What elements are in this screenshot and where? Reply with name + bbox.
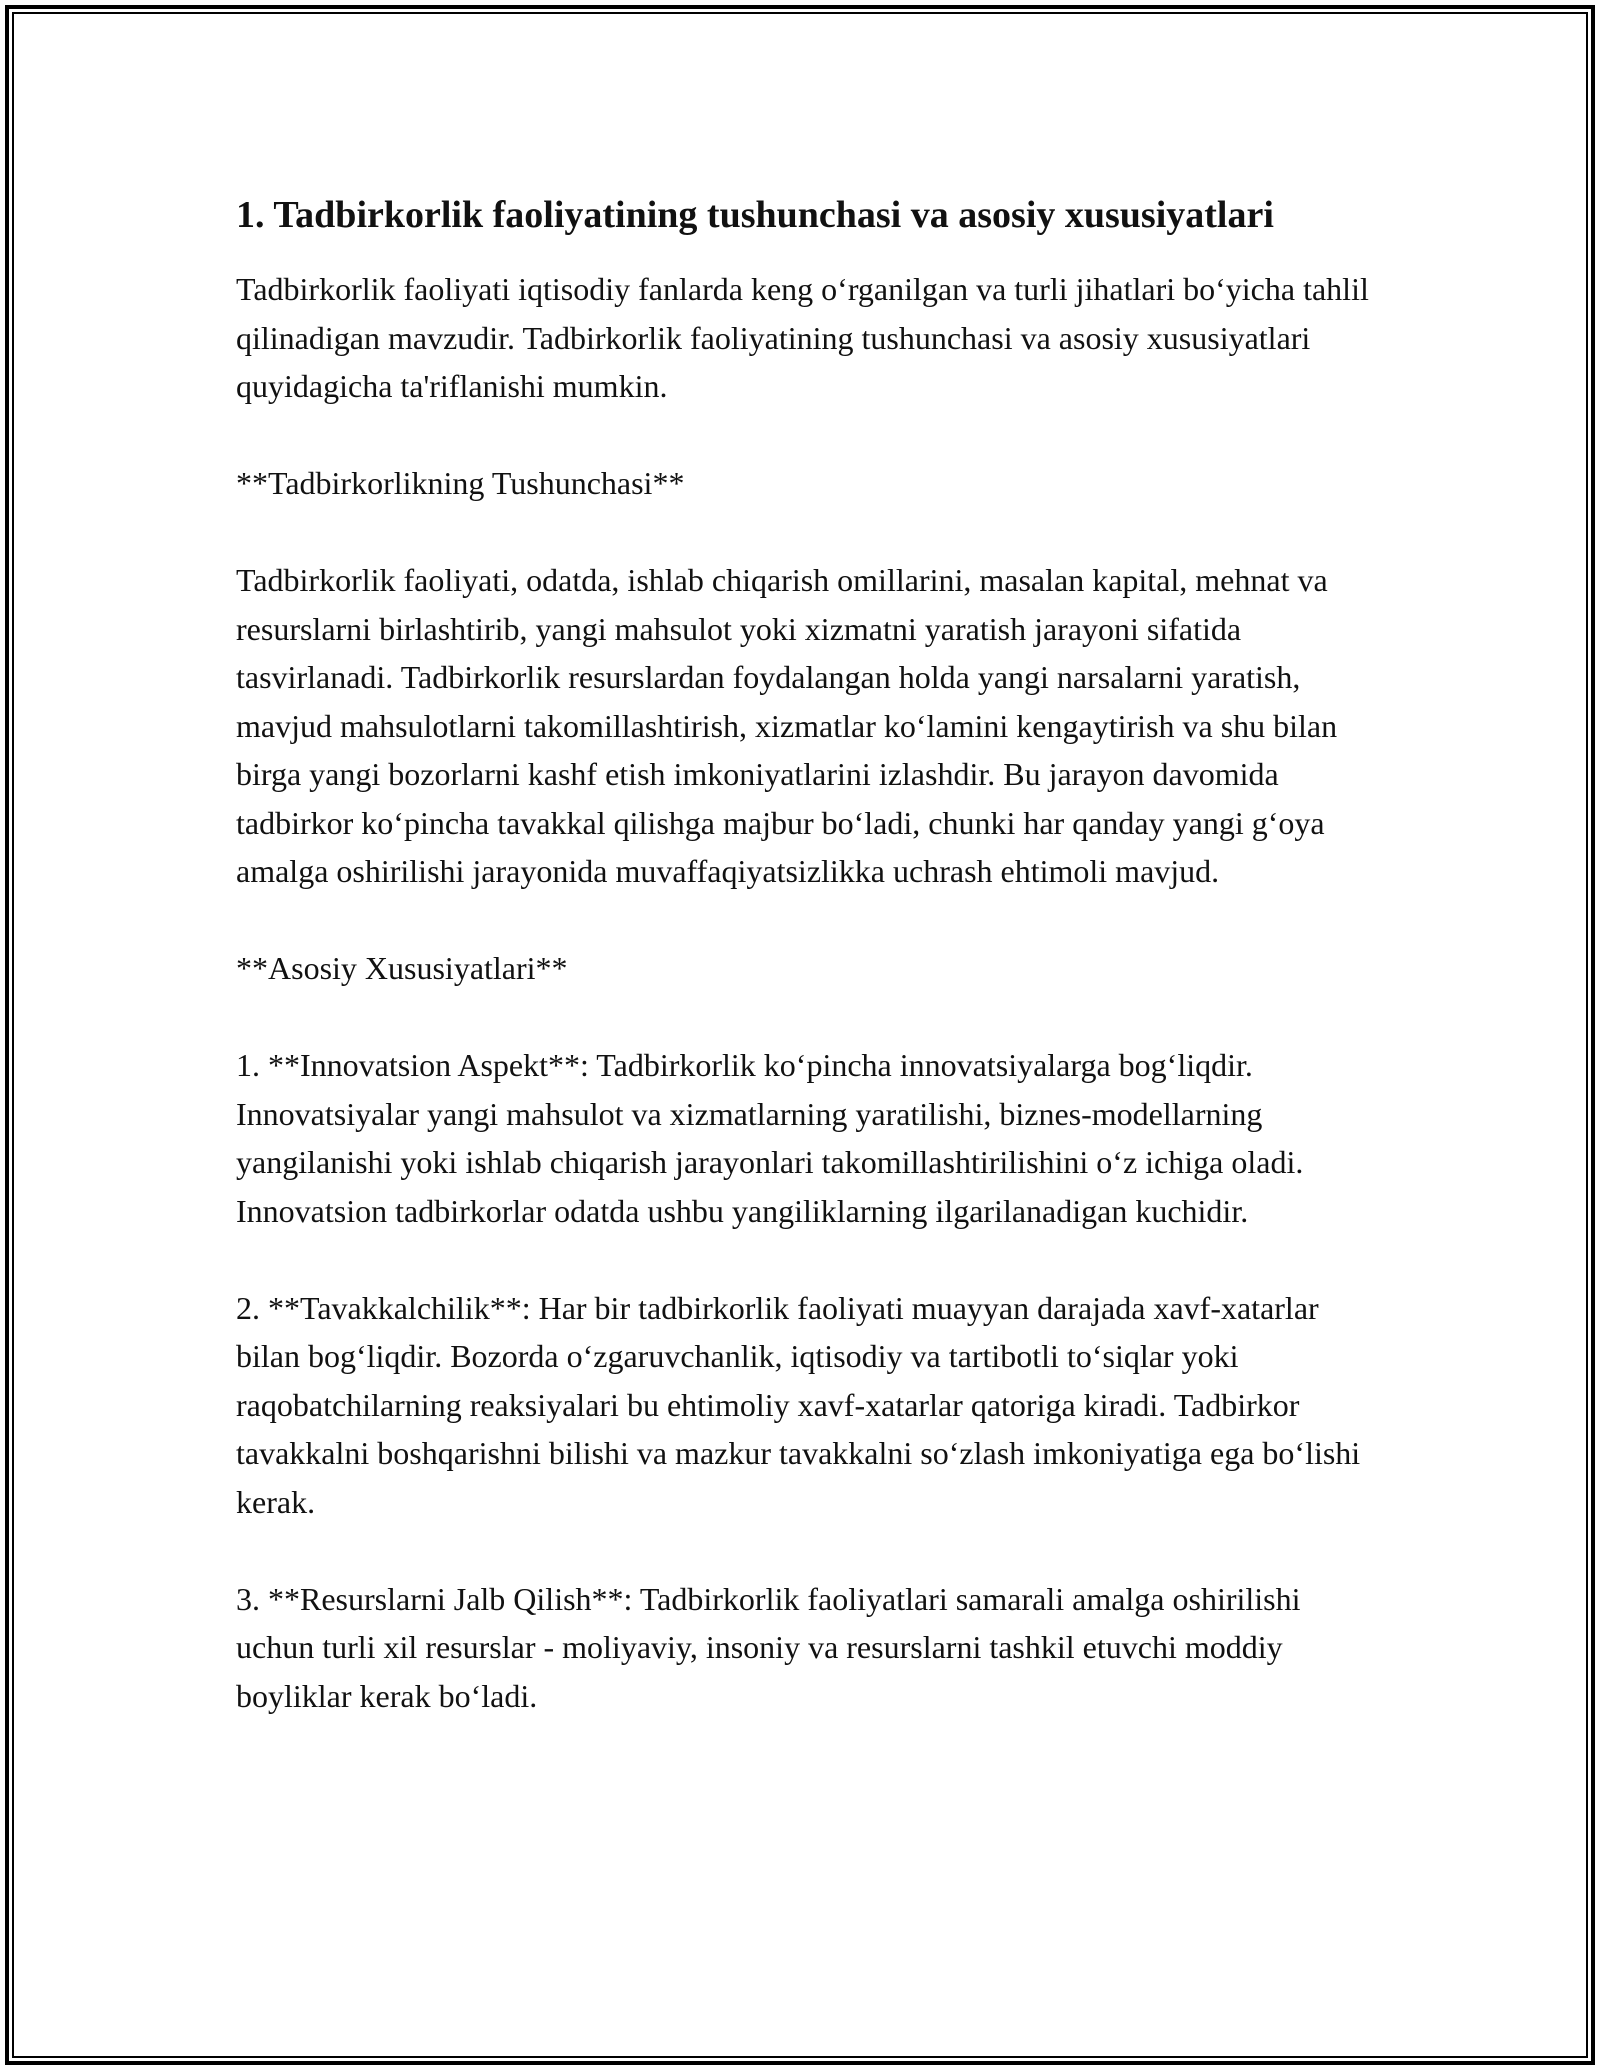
document-body xyxy=(236,188,1376,1769)
document-title: 1. Tadbirkorlik faoliyatining tushunchasi va asosiy xususiyatlari xyxy=(236,194,1274,236)
intro-paragraph: Tadbirkorlik faoliyati iqtisodiy fanlarda keng o‘rganilgan va turli jihatlari bo‘yicha tahlil qilinadigan mavzudir. Tadbirkorlik faoliyatining tushunchasi va asosiy xususiyatlari quyidagicha ta'riflanishi mumkin. xyxy=(236,271,1369,404)
feature-item-innovation: 1. **Innovatsion Aspekt**: Tadbirkorlik ko‘pincha innovatsiyalarga bog‘liqdir. Innovatsiyalar yangi mahsulot va xizmatlarning yaratilishi, biznes-modellarning yangilanishi yoki ishlab chiqarish jarayonlari takomillashtirilishini o‘z ichiga oladi. Innovatsion tadbirkorlar odatda ushbu yangiliklarning ilgarilanadigan kuchidir. xyxy=(236,1047,1304,1229)
feature-item-resources: 3. **Resurslarni Jalb Qilish**: Tadbirkorlik faoliyatlari samarali amalga oshirilishi uchun turli xil resurslar - moliyaviy, insoniy va resurslarni tashkil etuvchi moddiy boyliklar kerak bo‘ladi. xyxy=(236,1580,1301,1714)
feature-item-risk: 2. **Tavakkalchilik**: Har bir tadbirkorlik faoliyati muayyan darajada xavf-xatarlar bilan bog‘liqdir. Bozorda o‘zgaruvchanlik, iqtisodiy va tartibotli to‘siqlar yoki raqobatchilarning reaksiyalari bu ehtimoliy xavf-xatarlar qatoriga kiradi. Tadbirkor tavakkalni boshqarishni bilishi va mazkur tavakkalni so‘zlash imkoniyatiga ega bo‘lishi kerak. xyxy=(236,1289,1361,1520)
concept-heading-paragraph: **Tadbirkorlikning Tushunchasi** xyxy=(236,465,685,501)
concept-paragraph: Tadbirkorlik faoliyati, odatda, ishlab chiqarish omillarini, masalan kapital, mehnat va resurslarni birlashtirib, yangi mahsulot yoki xizmatni yaratish jarayoni sifatida tasvirlanadi. Tadbirkorlik resurslardan foydalangan holda yangi narsalarni yaratish, mavjud mahsulotlarni takomillashtirish, xizmatlar ko‘lamini kengaytirish va shu bilan birga yangi bozorlarni kashf etish imkoniyatlarini izlashdir. Bu jarayon davomida tadbirkor ko‘pincha tavakkal qilishga majbur bo‘ladi, chunki har qanday yangi g‘oya amalga oshirilishi jarayonida muvaffaqiyatsizlikka uchrash ehtimoli mavjud. xyxy=(236,562,1338,889)
features-heading-paragraph: **Asosiy Xususiyatlari** xyxy=(236,950,568,986)
